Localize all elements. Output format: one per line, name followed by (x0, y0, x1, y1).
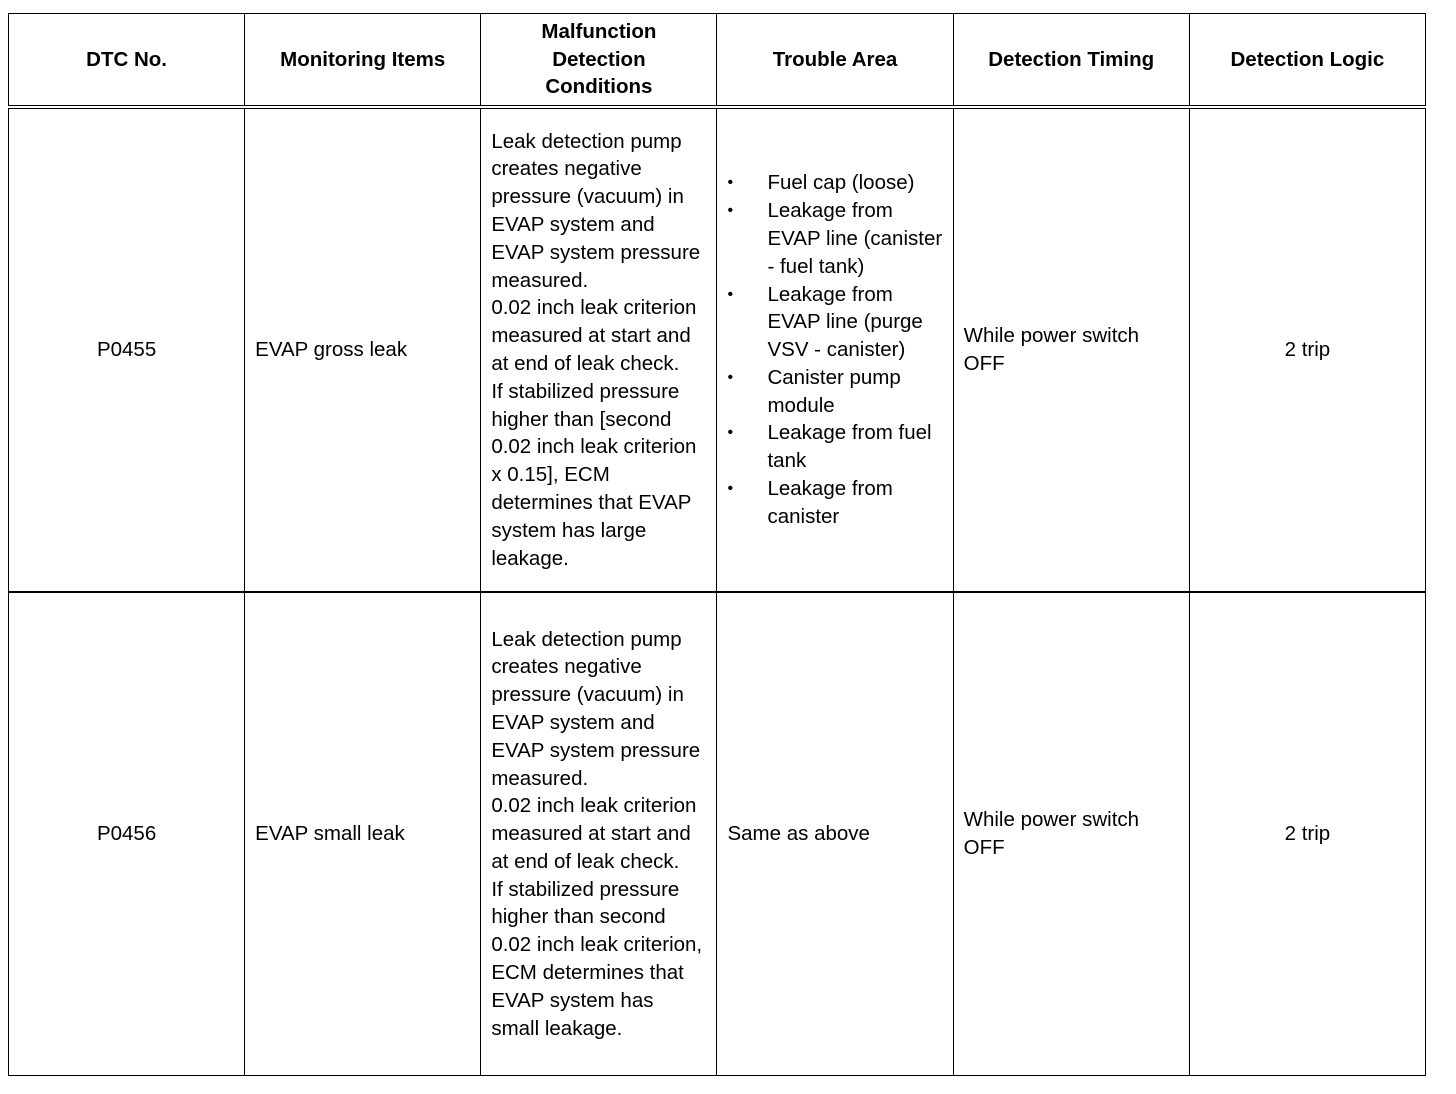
detection-timing: While power switch OFF (953, 592, 1189, 1076)
trouble-area (717, 107, 953, 592)
bullet-icon: • (727, 368, 734, 386)
list-item (727, 419, 942, 475)
detection-logic: 2 trip (1189, 107, 1425, 592)
trouble-area-item: Leakage from fuel tank (767, 421, 932, 473)
list-item (727, 364, 942, 420)
detection-logic: 2 trip (1189, 592, 1425, 1076)
list-item (727, 281, 942, 364)
dtc-number: P0456 (9, 592, 245, 1076)
trouble-area-item: Fuel cap (loose) (767, 171, 915, 195)
header-monitoring-items: Monitoring Items (245, 14, 481, 108)
condition-text: If stabilized pressure higher than [second 0.02 inch leak criterion x 0.15], ECM determines that EVAP system has large leakage. (491, 379, 697, 570)
bullet-icon: • (727, 202, 734, 220)
header-detection-logic: Detection Logic (1189, 14, 1425, 108)
bullet-icon: • (727, 285, 734, 303)
trouble-area-item: Leakage from EVAP line (purge VSV - canister) (767, 282, 923, 362)
trouble-area-item: Leakage from canister (767, 477, 893, 528)
condition-text: Leak detection pump creates negative pressure (vacuum) in EVAP system and EVAP system pressure measured. (491, 627, 701, 790)
header-line: Detection (552, 47, 646, 71)
list-item (727, 169, 942, 197)
bullet-icon: • (727, 424, 734, 442)
dtc-number: P0455 (9, 107, 245, 592)
header-line: Malfunction (541, 19, 657, 43)
trouble-area: Same as above (717, 592, 953, 1076)
bullet-icon: • (727, 174, 734, 192)
monitoring-item: EVAP gross leak (245, 107, 481, 592)
table-row (9, 107, 1426, 592)
header-detection-timing: Detection Timing (953, 14, 1189, 108)
condition-text: If stabilized pressure higher than second 0.02 inch leak criterion, ECM determines that EVAP system has small leakage. (491, 877, 703, 1040)
detection-timing: While power switch OFF (953, 107, 1189, 592)
monitoring-item: EVAP small leak (245, 592, 481, 1076)
list-item (727, 197, 942, 280)
trouble-area-list (727, 169, 942, 530)
detection-conditions (481, 592, 717, 1076)
header-trouble-area: Trouble Area (717, 14, 953, 108)
header-malfunction-detection-conditions (481, 14, 717, 108)
table-header-row (9, 14, 1426, 108)
condition-text: 0.02 inch leak criterion measured at start and at end of leak check. (491, 296, 697, 375)
dtc-table (8, 13, 1426, 1076)
trouble-area-item: Canister pump module (767, 365, 901, 417)
bullet-icon: • (727, 480, 734, 498)
list-item (727, 475, 942, 531)
condition-text: Leak detection pump creates negative pressure (vacuum) in EVAP system and EVAP system pressure measured. (491, 129, 701, 292)
header-line: Conditions (545, 75, 653, 99)
header-dtc-no: DTC No. (9, 14, 245, 108)
condition-text: 0.02 inch leak criterion measured at start and at end of leak check. (491, 794, 697, 873)
table-row (9, 592, 1426, 1076)
detection-conditions (481, 107, 717, 592)
trouble-area-item: Leakage from EVAP line (canister - fuel tank) (767, 199, 943, 278)
